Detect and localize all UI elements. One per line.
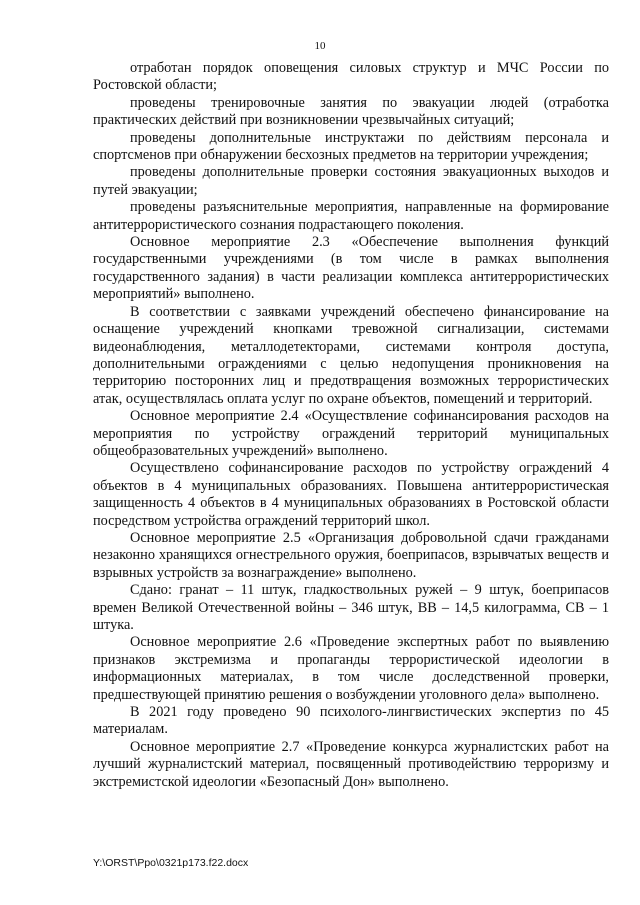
paragraph-6: Основное мероприятие 2.3 «Обеспечение выполнения функций государственными учреждениями (в том числе в рамках выполнения государственного задания) в части реализации комплекса антитеррористических мероприятий» выполнено. xyxy=(93,234,609,303)
paragraph-5: проведены разъяснительные мероприятия, направленные на формирование антитеррористического сознания подрастающего поколения. xyxy=(93,199,609,233)
paragraph-13: В 2021 году проведено 90 психолого-лингвистических экспертиз по 45 материалам. xyxy=(93,704,609,738)
document-body xyxy=(93,60,609,791)
paragraph-7: В соответствии с заявками учреждений обеспечено финансирование на оснащение учреждений кнопками тревожной сигнализации, системами видеонаблюдения, металлодетекторами, системами контроля доступа, дополнительными ограждениями с целью недопущения проникновения на территорию посторонних лиц и предотвращения возможных террористических атак, осуществлялась оплата услуг по охране объектов, помещений и территорий. xyxy=(93,303,609,407)
paragraph-3: проведены дополнительные инструктажи по действиям персонала и спортсменов при обнаружении бесхозных предметов на территории учреждения; xyxy=(93,129,609,164)
paragraph-12: Основное мероприятие 2.6 «Проведение экспертных работ по выявлению признаков экстремизма и пропаганды террористической идеологии в информационных материалах, в том числе доследственной проверки, предшествующей принятию решения о возбуждении уголовного дела» выполнено. xyxy=(93,634,609,703)
paragraph-11: Сдано: гранат – 11 штук, гладкоствольных ружей – 9 штук, боеприпасов времен Великой Отечественной войны – 346 штук, ВВ – 14,5 килограмма, СВ – 1 штука. xyxy=(93,582,609,633)
paragraph-1: отработан порядок оповещения силовых структур и МЧС России по Ростовской области; xyxy=(93,60,609,94)
paragraph-4: проведены дополнительные проверки состояния эвакуационных выходов и путей эвакуации; xyxy=(93,164,609,198)
paragraph-14: Основное мероприятие 2.7 «Проведение конкурса журналистских работ на лучший журналистский материал, посвященный противодействию терроризму и экстремистской идеологии «Безопасный Дон» выполнено. xyxy=(93,738,609,790)
paragraph-9: Осуществлено софинансирование расходов по устройству ограждений 4 объектов в 4 муниципальных образованиях. Повышена антитеррористическая защищенность 4 объектов в 4 муниципальных образованиях в Ростовской области посредством устройства ограждений территорий школ. xyxy=(93,460,609,529)
page-number: 10 xyxy=(314,40,326,52)
paragraph-10: Основное мероприятие 2.5 «Организация добровольной сдачи гражданами незаконно хранящихся огнестрельного оружия, боеприпасов, взрывчатых веществ и взрывных устройств за вознаграждение» выполнено. xyxy=(93,529,609,581)
file-path-footer: Y:\ORST\Ppo\0321p173.f22.docx xyxy=(93,857,249,869)
paragraph-2: проведены тренировочные занятия по эвакуации людей (отработка практических действий при возникновении чрезвычайных ситуаций; xyxy=(93,94,609,129)
paragraph-8: Основное мероприятие 2.4 «Осуществление софинансирования расходов на мероприятия по устройству ограждений территорий муниципальных общеобразовательных учреждений» выполнено. xyxy=(93,408,609,459)
